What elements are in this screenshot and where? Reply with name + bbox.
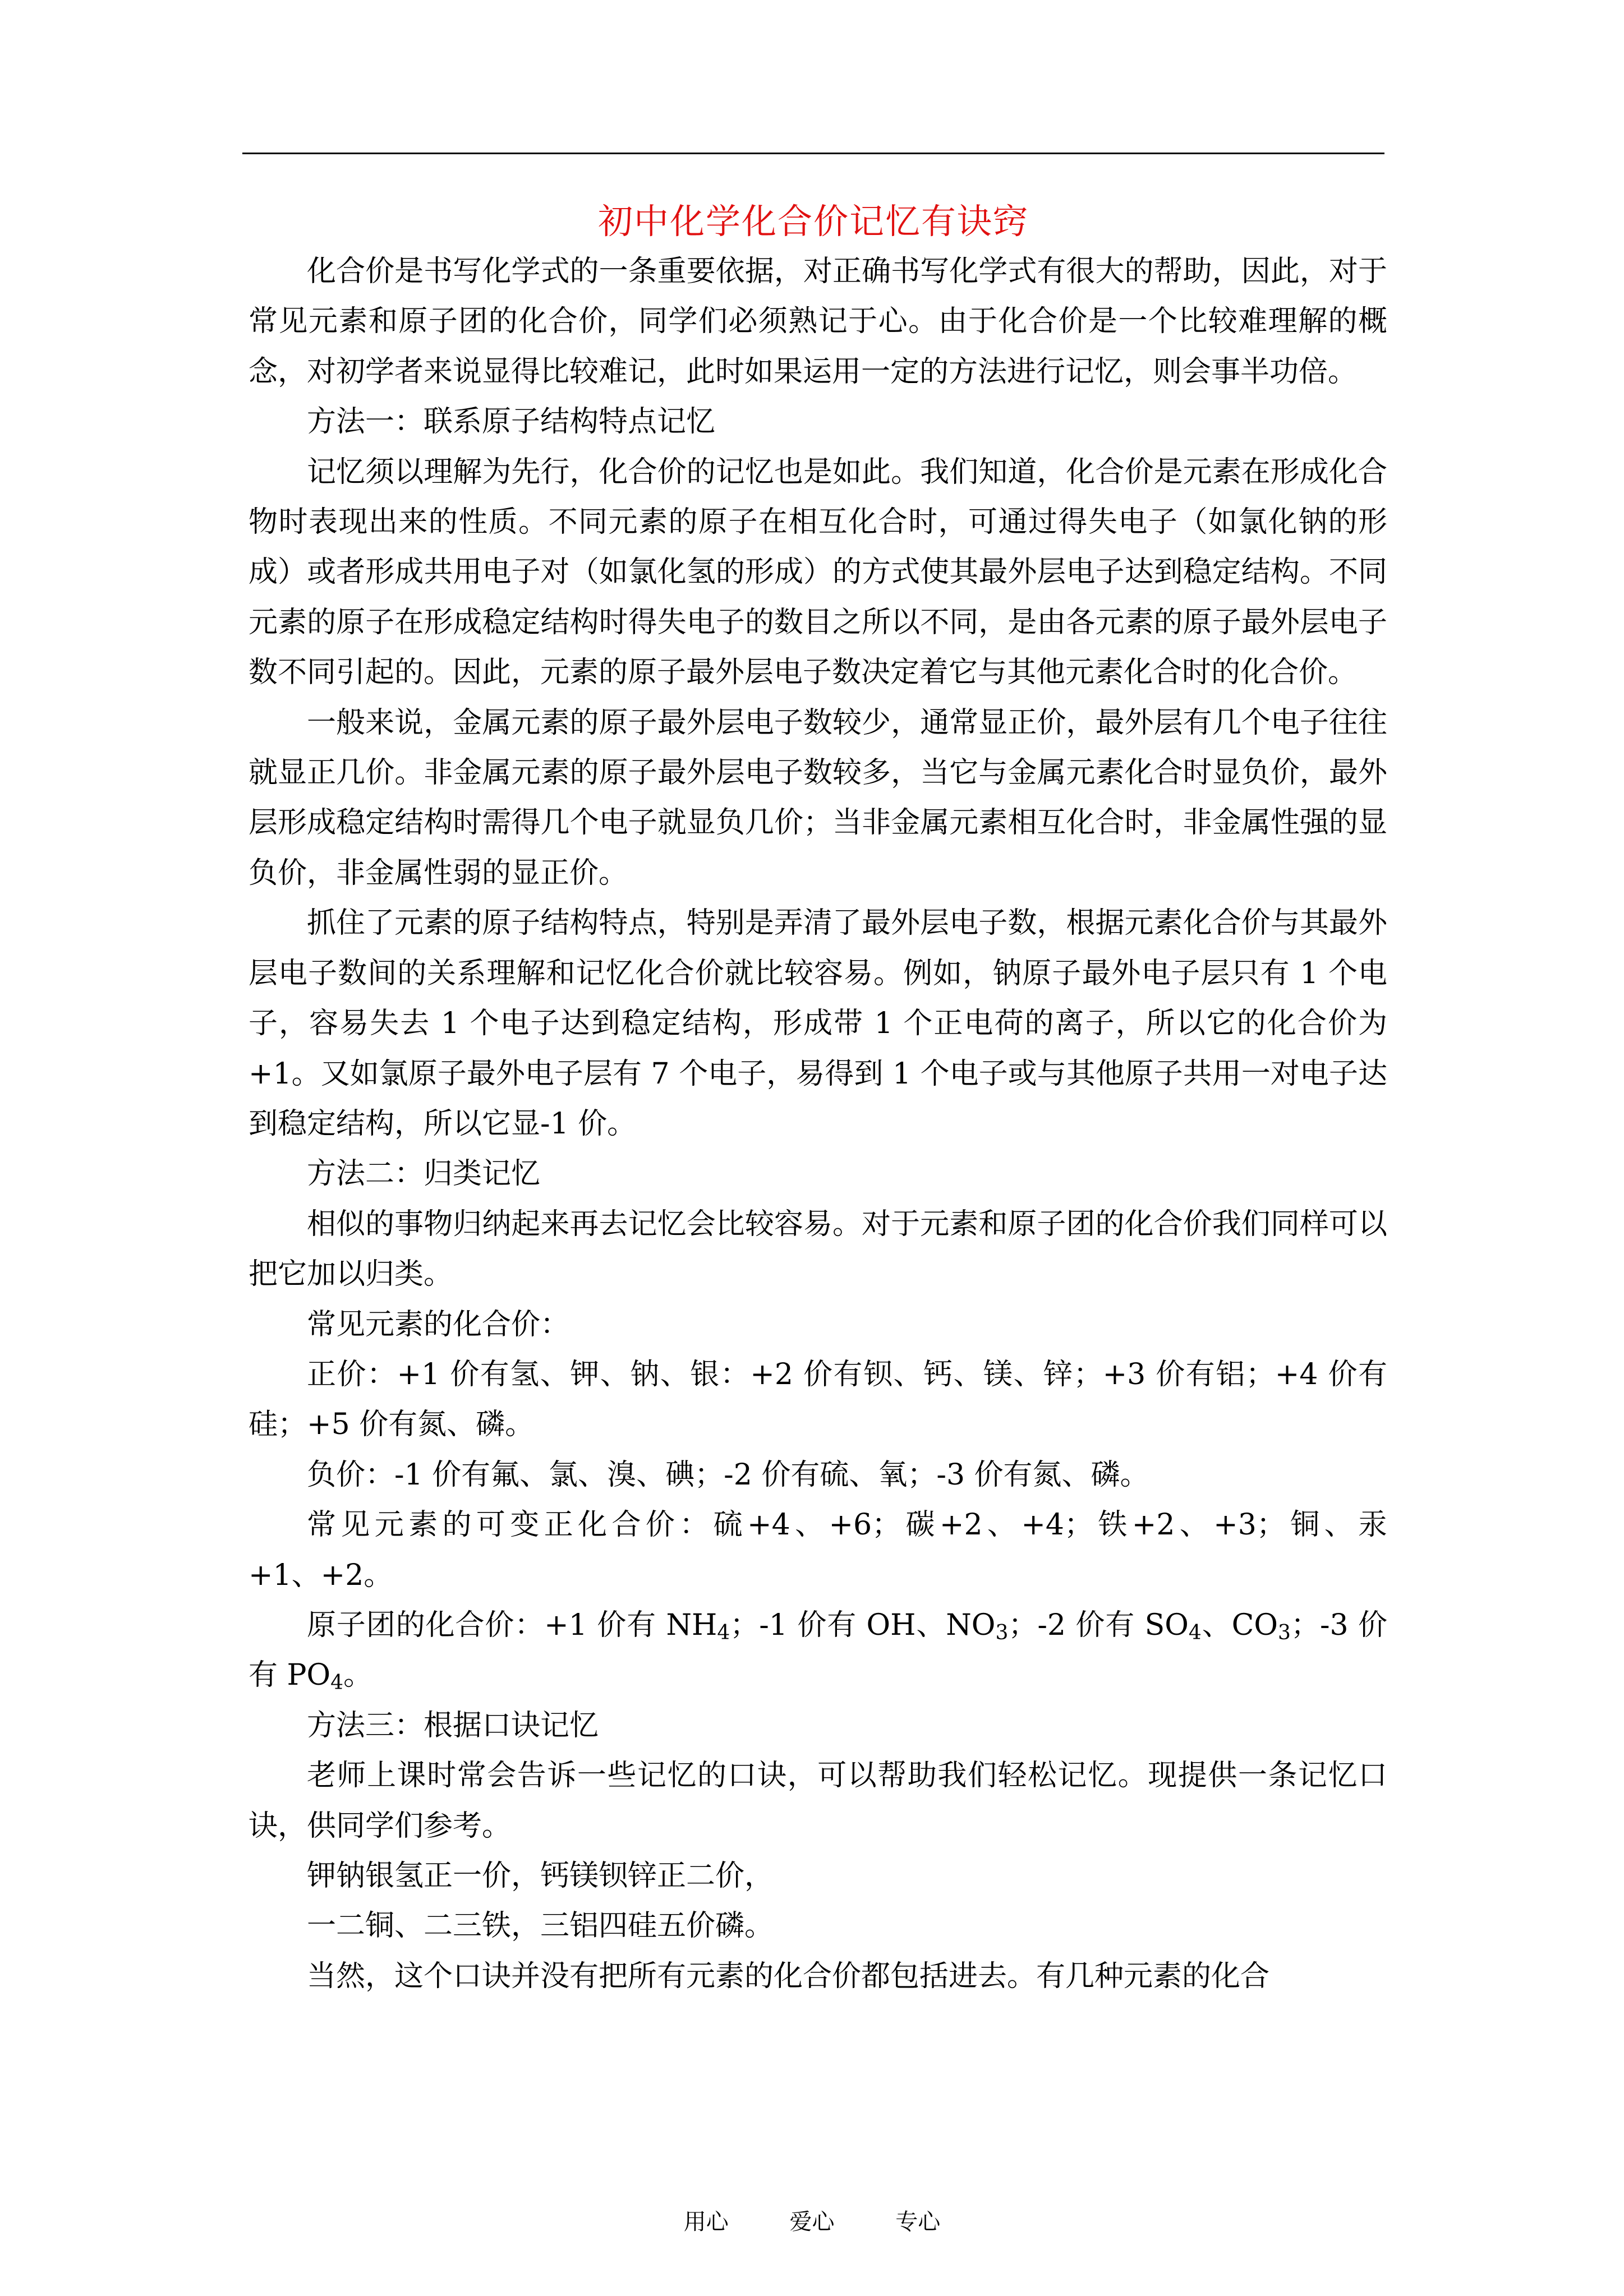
header-rule	[242, 153, 1384, 154]
paragraph: 当然，这个口诀并没有把所有元素的化合价都包括进去。有几种元素的化合	[307, 1959, 1270, 1993]
section-heading-method-2: 方法二：归类记忆	[307, 1157, 541, 1191]
paragraph: 记忆须以理解为先行，化合价的记忆也是如此。我们知道，化合价是元素在形成化合物时表现出来的性质。不同元素的原子在相互化合时，可通过得失电子（如氯化钠的形成）或者形成共用电子对（如氯化氢的形成）的方式使其最外层电子达到稳定结构。不同元素的原子在形成稳定结构时得失电子的数目之所以不同，是由各元素的原子最外层电子数不同引起的。因此，元素的原子最外层电子数决定着它与其他元素化合时的化合价。	[249, 455, 1387, 690]
subscript: 4	[330, 1671, 344, 1695]
paragraph: 常见元素的化合价：	[307, 1307, 570, 1341]
paragraph: 抓住了元素的原子结构特点，特别是弄清了最外层电子数，根据元素化合价与其最外层电子数间的关系理解和记忆化合价就比较容易。例如，钠原子最外电子层只有 1 个电子，容易失去 1 个电子达到稳定结构，形成带 1 个正电荷的离子，所以它的化合价为+1。又如氯原子最外电子层有 7 个电子，易得到 1 个电子或与其他原子共用一对电子达到稳定结构，所以它显-1 价。	[249, 906, 1387, 1141]
paragraph: 相似的事物归纳起来再去记忆会比较容易。对于元素和原子团的化合价我们同样可以把它加以归类。	[249, 1207, 1387, 1292]
footer-text: 专心	[895, 2209, 941, 2235]
paragraph-intro: 化合价是书写化学式的一条重要依据，对正确书写化学式有很大的帮助，因此，对于常见元素和原子团的化合价，同学们必须熟记于心。由于化合价是一个比较难理解的概念，对初学者来说显得比较难记，此时如果运用一定的方法进行记忆，则会事半功倍。	[249, 255, 1387, 389]
text-run: ；-3 价有 PO	[249, 1608, 1388, 1693]
text-run: 原子团的化合价：+1 价有 NH	[307, 1608, 717, 1642]
text-run: ；-1 价有 OH、NO	[730, 1608, 996, 1642]
section-heading-method-3: 方法三：根据口诀记忆	[307, 1708, 599, 1742]
subscript: 3	[1278, 1621, 1291, 1644]
paragraph-positive-valences: 正价：+1 价有氢、钾、钠、银：+2 价有钡、钙、镁、锌；+3 价有铝；+4 价有硅；+5 价有氮、磷。	[249, 1357, 1387, 1442]
footer-text: 爱心	[789, 2209, 835, 2235]
document-title: 初中化学化合价记忆有诀窍	[597, 201, 1029, 242]
mnemonic-line-1: 钾钠银氢正一价，钙镁钡锌正二价，	[307, 1859, 774, 1893]
text-run: 、CO	[1201, 1608, 1278, 1642]
paragraph: 老师上课时常会告诉一些记忆的口诀，可以帮助我们轻松记忆。现提供一条记忆口诀，供同学们参考。	[249, 1759, 1387, 1843]
subscript: 4	[717, 1621, 730, 1644]
subscript: 4	[1188, 1621, 1202, 1644]
paragraph-radical-valences	[249, 1601, 1387, 1701]
mnemonic-line-2: 一二铜、二三铁，三铝四硅五价磷。	[307, 1909, 774, 1943]
paragraph: 一般来说，金属元素的原子最外层电子数较少，通常显正价，最外层有几个电子往往就显正几价。非金属元素的原子最外层电子数较多，当它与金属元素化合时显负价，最外层形成稳定结构时需得几个电子就显负几价；当非金属元素相互化合时，非金属性强的显负价，非金属性弱的显正价。	[249, 706, 1387, 890]
text-run: 。	[343, 1658, 373, 1693]
section-heading-method-1: 方法一：联系原子结构特点记忆	[307, 405, 716, 439]
document-body	[249, 247, 1387, 2002]
paragraph-variable-valences: 常见元素的可变正化合价：硫+4、+6；碳+2、+4；铁+2、+3；铜、汞+1、+2。	[249, 1508, 1387, 1592]
paragraph-negative-valences: 负价：-1 价有氟、氯、溴、碘；-2 价有硫、氧；-3 价有氮、磷。	[307, 1458, 1149, 1492]
footer-text: 用心	[683, 2209, 729, 2235]
text-run: ；-2 价有 SO	[1008, 1608, 1189, 1642]
page-footer	[0, 2204, 1624, 2236]
subscript: 3	[995, 1621, 1009, 1644]
